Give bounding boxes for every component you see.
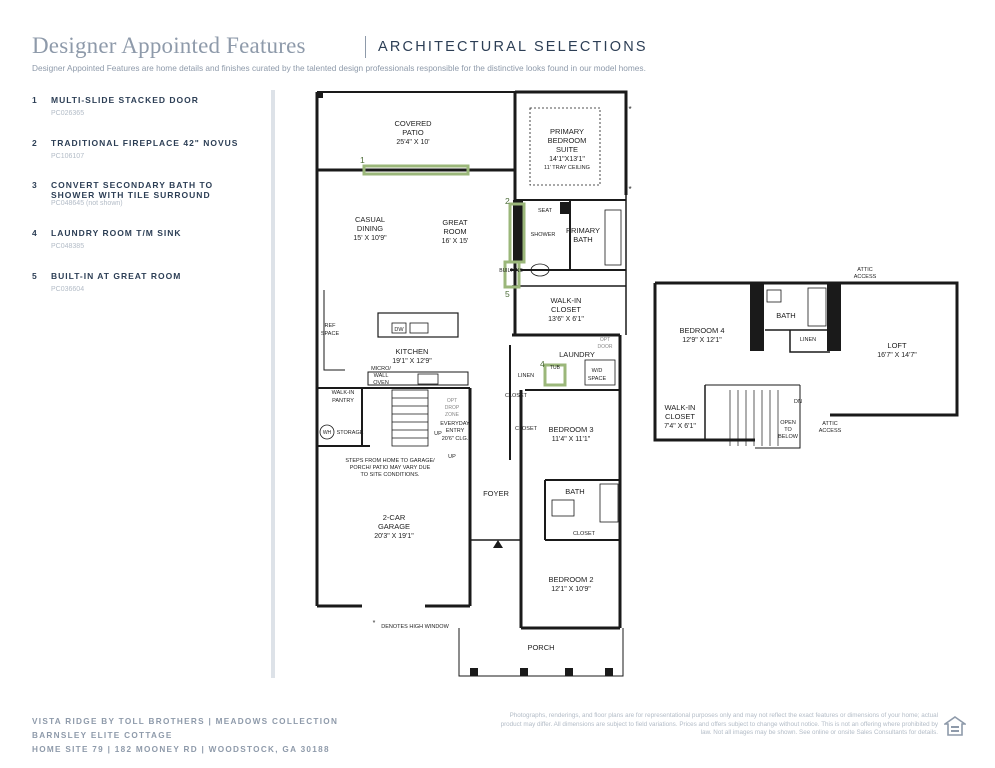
bedroom4-dims: 12'9" X 12'1" (682, 337, 722, 344)
feature-number: 3 (32, 180, 37, 190)
loft-dims: 16'7" X 14'7" (877, 352, 917, 359)
bedroom3-dims: 11'4" X 11'1" (551, 436, 591, 443)
laundry-label: LAUNDRY (559, 350, 595, 359)
kitchen-label: KITCHEN (395, 347, 429, 356)
page-description: Designer Appointed Features are home details and finishes curated by the talented design professionals responsible for the distinctive looks found in our model homes. (32, 63, 646, 73)
bedroom4-label: BEDROOM 4 (679, 326, 725, 335)
stairs-up-label: UP (434, 431, 442, 437)
walkin-pantry-label: PANTRY (332, 398, 354, 404)
stairs-down-label: DN (794, 399, 802, 405)
bedroom2-dims: 12'1" X 10'9" (551, 586, 591, 593)
foyer-label: FOYER (483, 489, 509, 498)
bedroom3-label: BEDROOM 3 (548, 425, 594, 434)
drop-zone-label: OPT (446, 398, 458, 404)
feature-code: PC106107 (51, 153, 85, 160)
drop-zone-label: ZONE (445, 412, 459, 418)
page-subtitle: ARCHITECTURAL SELECTIONS (378, 39, 648, 55)
feature-code: PC048645 (not shown) (51, 200, 123, 207)
storage-label: STORAGE (336, 430, 364, 436)
linen-label: LINEN (799, 337, 817, 343)
primary-bath-label: BATH (573, 235, 593, 244)
closet-label: CLOSET (504, 393, 528, 399)
attic-access-label: ACCESS (853, 274, 877, 280)
bath-label: BATH (776, 311, 796, 320)
walkin-closet-dims: 7'4" X 6'1" (664, 423, 696, 430)
everyday-entry-label: 20'6" CLG. (441, 436, 469, 442)
feature-name: TRADITIONAL FIREPLACE 42" NOVUS (51, 138, 239, 148)
great-room-label: ROOM (443, 227, 467, 236)
feature-number: 1 (32, 95, 37, 105)
great-room-dims: 16' X 15' (441, 238, 469, 245)
great-room-label: GREAT (442, 218, 468, 227)
feature-code: PC026365 (51, 110, 85, 117)
feature-code: PC048385 (51, 243, 85, 250)
callout-4: 4 (540, 359, 545, 369)
opt-door-label: DOOR (597, 344, 613, 350)
water-heater-label: WH (322, 430, 332, 436)
feature-highlights (364, 166, 565, 385)
micro-oven-label: MICRO/ (371, 366, 391, 372)
feature-name: CONVERT SECONDARY BATH TO SHOWER WITH TILE SURROUND (51, 180, 214, 200)
bedroom2-label: BEDROOM 2 (548, 575, 594, 584)
steps-note: TO SITE CONDITIONS. (360, 472, 420, 478)
tub-label: TUB (550, 365, 560, 371)
walkin-closet-label: CLOSET (664, 412, 696, 421)
closet-label: CLOSET (514, 426, 538, 432)
high-window-asterisk: * (628, 185, 632, 194)
feature-code: PC036604 (51, 286, 85, 293)
walkin-closet-dims: 13'6" X 6'1" (548, 316, 584, 323)
casual-dining-label: DINING (356, 224, 384, 233)
footer-line: VISTA RIDGE BY TOLL BROTHERS | MEADOWS COLLECTION (32, 717, 339, 726)
callout-2: 2 (505, 196, 510, 206)
garage-label: 2-CAR (382, 513, 406, 522)
porch-label: PORCH (527, 643, 555, 652)
garage-dims: 20'3" X 19'1" (374, 533, 414, 540)
footer-line: HOME SITE 79 | 182 MOONEY RD | WOODSTOCK, GA 30188 (32, 745, 330, 754)
loft-label: LOFT (887, 341, 907, 350)
primary-bedroom-dims: 14'1"X13'1" (549, 156, 585, 163)
high-window-note: DENOTES HIGH WINDOW (381, 624, 449, 630)
callout-5: 5 (505, 289, 510, 299)
primary-bath-label: PRIMARY (565, 226, 601, 235)
dishwasher-label: DW (394, 327, 404, 333)
primary-bedroom-label: SUITE (555, 145, 579, 154)
walkin-pantry-label: WALK-IN (331, 390, 355, 396)
feature-number: 4 (32, 228, 37, 238)
primary-bedroom-label: PRIMARY (549, 127, 585, 136)
shower-label: SHOWER (530, 232, 556, 238)
attic-access-label: ATTIC (822, 421, 838, 427)
walkin-closet-label: WALK-IN (550, 296, 582, 305)
callout-1: 1 (360, 155, 365, 165)
primary-bedroom-label: BEDROOM (547, 136, 587, 145)
equal-housing-icon (944, 716, 966, 736)
high-window-asterisk: * (628, 105, 632, 114)
ref-space-label: REF (324, 323, 336, 329)
footer-line: BARNSLEY ELITE COTTAGE (32, 731, 173, 740)
legal-disclaimer: Photographs, renderings, and floor plans are for representational purposes only and may not reflect the exact features or dimensions of your home; actual product may differ. All dimensions are subject to field variations. Prices and offers subject to change without notice. This is not an offering where prohibited by law. Not all images may be shown. See online or onsite Sales Consultants for details. (500, 712, 938, 736)
open-to-below-label: TO (784, 427, 792, 433)
seat-label: SEAT (538, 208, 552, 214)
walkin-closet-label: CLOSET (550, 305, 582, 314)
high-window-asterisk: * (372, 620, 376, 627)
stairs-up-label: UP (448, 454, 456, 460)
wd-space-label: W/D (591, 368, 603, 374)
micro-oven-label: WALL (373, 373, 389, 379)
page-title: Designer Appointed Features (32, 33, 306, 58)
covered-patio-label: PATIO (402, 128, 424, 137)
garage-label: GARAGE (377, 522, 411, 531)
kitchen-dims: 19'1" X 12'9" (392, 358, 432, 365)
casual-dining-label: CASUAL (354, 215, 386, 224)
ref-space-label: SPACE (320, 331, 340, 337)
open-to-below-label: BELOW (778, 434, 798, 440)
covered-patio-dims: 25'4" X 10' (396, 139, 430, 146)
footer-address (32, 715, 338, 757)
opt-door-label: OPT (599, 337, 611, 343)
steps-note: PORCH/ PATIO MAY VARY DUE (349, 465, 431, 471)
feature-name: BUILT-IN AT GREAT ROOM (51, 271, 182, 281)
feature-number: 2 (32, 138, 37, 148)
open-to-below-label: OPEN (780, 420, 796, 426)
closet-label: CLOSET (572, 531, 596, 537)
walkin-closet-label: WALK-IN (664, 403, 696, 412)
casual-dining-dims: 15' X 10'9" (353, 235, 387, 242)
attic-access-label: ACCESS (818, 428, 842, 434)
feature-name: LAUNDRY ROOM T/M SINK (51, 228, 182, 238)
steps-note: STEPS FROM HOME TO GARAGE/ (345, 458, 435, 464)
attic-access-label: ATTIC (857, 267, 873, 273)
linen-label: LINEN (517, 373, 535, 379)
everyday-entry-label: ENTRY (445, 428, 465, 434)
feature-number: 5 (32, 271, 37, 281)
built-ins-label: BUILT-INS (499, 268, 523, 274)
drop-zone-label: DROP (444, 405, 460, 411)
micro-oven-label: OVEN (373, 380, 389, 386)
primary-bedroom-note: 11' TRAY CEILING (544, 165, 590, 171)
everyday-entry-label: EVERYDAY (440, 421, 470, 427)
second-floor-plan (655, 283, 957, 448)
wd-space-label: SPACE (587, 376, 607, 382)
highlight-built-in (505, 262, 519, 287)
covered-patio-label: COVERED (394, 119, 432, 128)
bath-label: BATH (565, 487, 585, 496)
feature-name: MULTI-SLIDE STACKED DOOR (51, 95, 199, 105)
